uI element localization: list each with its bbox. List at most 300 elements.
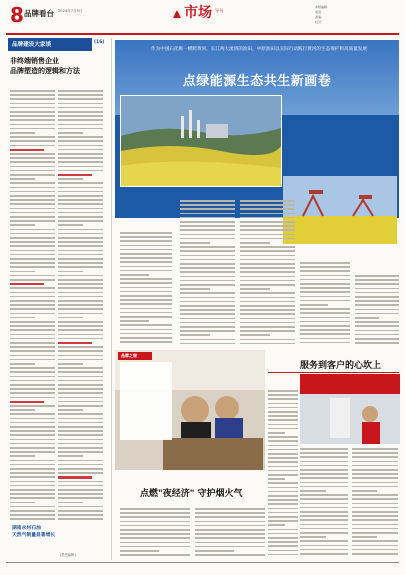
text-line xyxy=(58,132,83,134)
right-article-title: 服务到客户的心坎上 xyxy=(300,361,382,371)
text-line xyxy=(120,312,172,314)
text-line xyxy=(352,511,398,513)
text-line xyxy=(180,334,210,336)
text-line xyxy=(10,111,55,113)
text-line xyxy=(240,305,295,307)
text-line xyxy=(268,466,298,468)
text-line xyxy=(10,317,35,319)
text-line xyxy=(10,250,55,252)
text-line xyxy=(58,128,103,130)
text-line xyxy=(10,212,55,214)
text-line xyxy=(10,346,55,348)
text-line xyxy=(195,521,265,523)
text-line xyxy=(180,288,210,290)
text-line xyxy=(300,494,348,496)
text-line xyxy=(268,398,298,400)
text-line xyxy=(355,300,399,302)
text-line xyxy=(240,334,270,336)
text-line xyxy=(58,497,103,499)
text-line xyxy=(120,508,190,510)
text-line xyxy=(58,149,103,151)
section-logo-title: 市场 xyxy=(184,5,212,21)
text-line xyxy=(180,280,235,282)
text-line xyxy=(300,287,350,289)
sidebar-title-line: 非终端销售企业 xyxy=(10,57,59,65)
text-line xyxy=(195,529,265,531)
text-line xyxy=(268,533,298,535)
text-line xyxy=(300,456,348,458)
text-line xyxy=(355,296,399,298)
text-line xyxy=(10,174,55,176)
text-line xyxy=(240,343,295,345)
text-line xyxy=(268,482,298,484)
text-line xyxy=(240,221,295,223)
text-subhead-line xyxy=(10,149,44,151)
text-line xyxy=(10,355,55,357)
text-line xyxy=(10,321,55,323)
text-line xyxy=(120,308,172,310)
text-line xyxy=(300,312,350,314)
text-line xyxy=(268,499,298,501)
text-line xyxy=(58,397,103,399)
text-line xyxy=(58,514,103,516)
text-line xyxy=(268,495,298,497)
text-line xyxy=(120,525,190,527)
text-line xyxy=(352,490,377,492)
text-line xyxy=(10,161,55,163)
text-line xyxy=(10,392,55,394)
text-line xyxy=(120,516,190,518)
column-divider xyxy=(111,38,112,560)
footer-rule xyxy=(6,562,399,563)
text-line xyxy=(240,255,295,257)
text-line xyxy=(10,140,55,142)
right-article-rule xyxy=(268,372,399,373)
text-line xyxy=(58,304,103,306)
text-line xyxy=(58,455,83,457)
text-line xyxy=(58,388,103,390)
text-line xyxy=(10,262,55,264)
text-line xyxy=(10,216,55,218)
text-line xyxy=(268,491,298,493)
text-line xyxy=(10,342,55,344)
text-line xyxy=(300,321,350,323)
text-line xyxy=(58,518,103,520)
text-line xyxy=(300,540,348,542)
text-line xyxy=(355,309,399,311)
text-line xyxy=(58,392,103,394)
text-line xyxy=(120,320,149,322)
text-line xyxy=(300,503,348,505)
text-line xyxy=(10,443,55,445)
text-line xyxy=(120,249,172,251)
text-line xyxy=(10,237,55,239)
text-line xyxy=(180,204,235,206)
text-line xyxy=(10,313,55,315)
text-line xyxy=(240,213,295,215)
text-line xyxy=(352,477,398,479)
text-line xyxy=(268,508,298,510)
text-line xyxy=(268,520,298,522)
text-line xyxy=(10,485,55,487)
text-line xyxy=(352,532,398,534)
text-line xyxy=(268,449,298,451)
text-line xyxy=(240,309,295,311)
text-line xyxy=(10,98,55,100)
text-line xyxy=(120,274,149,276)
text-line xyxy=(180,322,235,324)
text-line xyxy=(240,284,295,286)
text-line xyxy=(240,267,295,269)
column-header: 品牌建设大家谈 xyxy=(12,42,52,48)
text-line xyxy=(300,511,348,513)
text-line xyxy=(10,430,55,432)
text-line xyxy=(58,443,103,445)
text-line xyxy=(180,225,235,227)
text-line xyxy=(300,507,348,509)
text-line xyxy=(10,279,55,281)
text-line xyxy=(180,271,235,273)
text-line xyxy=(10,266,55,268)
editor-line: 校对： xyxy=(315,20,325,24)
column-tag-label: 品牌之窗 xyxy=(121,353,137,358)
text-line xyxy=(300,448,348,450)
text-line xyxy=(195,508,265,510)
text-line xyxy=(268,541,298,543)
text-line xyxy=(352,519,398,521)
text-line xyxy=(352,465,398,467)
text-line xyxy=(120,270,172,272)
text-line xyxy=(120,303,172,305)
text-line xyxy=(268,554,298,556)
text-line xyxy=(10,287,55,289)
text-line xyxy=(268,529,298,531)
text-line xyxy=(120,537,190,539)
text-line xyxy=(195,550,234,552)
text-line xyxy=(10,258,55,260)
text-line xyxy=(10,94,55,96)
text-line xyxy=(240,318,295,320)
text-line xyxy=(10,380,55,382)
text-line xyxy=(240,246,295,248)
text-subhead-line xyxy=(58,174,92,176)
text-line xyxy=(58,296,103,298)
text-line xyxy=(352,486,398,488)
text-line xyxy=(10,241,55,243)
text-line xyxy=(58,367,103,369)
text-line xyxy=(10,90,55,92)
text-line xyxy=(58,451,103,453)
text-line xyxy=(352,494,398,496)
text-line xyxy=(58,338,103,340)
text-line xyxy=(268,545,298,547)
text-line xyxy=(58,346,103,348)
text-line xyxy=(58,262,103,264)
text-line xyxy=(300,477,348,479)
text-line xyxy=(180,208,235,210)
text-line xyxy=(58,472,103,474)
text-line xyxy=(240,204,295,206)
text-line xyxy=(268,432,285,434)
text-line xyxy=(10,363,35,365)
text-line xyxy=(58,191,103,193)
text-line xyxy=(240,292,295,294)
text-line xyxy=(120,316,172,318)
text-line xyxy=(355,283,399,285)
text-line xyxy=(240,280,295,282)
text-line xyxy=(58,313,103,315)
text-line xyxy=(240,242,270,244)
text-line xyxy=(120,324,172,326)
text-line xyxy=(10,497,55,499)
text-line xyxy=(180,200,235,202)
text-line xyxy=(10,510,55,512)
text-line xyxy=(268,390,298,392)
text-line xyxy=(58,195,103,197)
text-line xyxy=(10,304,55,306)
text-line xyxy=(58,258,103,260)
text-line xyxy=(10,334,55,336)
text-line xyxy=(58,182,103,184)
text-line xyxy=(120,329,172,331)
text-line xyxy=(240,234,295,236)
text-line xyxy=(10,405,55,407)
text-line xyxy=(240,276,295,278)
text-line xyxy=(355,325,399,327)
text-line xyxy=(180,267,235,269)
text-line xyxy=(58,140,103,142)
text-line xyxy=(10,208,55,210)
text-line xyxy=(352,498,398,500)
text-line xyxy=(240,271,295,273)
text-line xyxy=(58,111,103,113)
text-line xyxy=(58,212,103,214)
text-line xyxy=(355,334,399,336)
text-line xyxy=(268,461,298,463)
text-line xyxy=(10,384,55,386)
sidebar-title xyxy=(10,56,80,76)
text-line xyxy=(58,241,103,243)
text-line xyxy=(10,329,55,331)
text-line xyxy=(180,263,235,265)
text-line xyxy=(10,481,55,483)
text-line xyxy=(300,296,350,298)
text-line xyxy=(58,279,103,281)
text-line xyxy=(58,98,103,100)
text-line xyxy=(10,426,55,428)
text-line xyxy=(268,424,298,426)
text-line xyxy=(10,203,55,205)
text-line xyxy=(58,502,83,504)
text-line xyxy=(10,413,55,415)
text-line xyxy=(300,291,350,293)
text-line xyxy=(268,457,298,459)
text-line xyxy=(300,536,326,538)
page-number: 8 xyxy=(10,3,24,27)
text-line xyxy=(58,275,103,277)
text-line xyxy=(120,245,172,247)
text-line xyxy=(300,300,350,302)
text-line xyxy=(268,474,298,476)
text-line xyxy=(300,329,350,331)
text-line xyxy=(240,259,295,261)
text-line xyxy=(268,512,298,514)
text-line xyxy=(300,465,348,467)
text-line xyxy=(120,291,172,293)
text-line xyxy=(10,514,55,516)
text-line xyxy=(180,213,235,215)
text-line xyxy=(268,524,285,526)
text-subhead-line xyxy=(10,401,44,403)
text-line xyxy=(58,203,103,205)
text-line xyxy=(10,409,35,411)
text-line xyxy=(355,342,399,344)
text-line xyxy=(240,339,295,341)
text-line xyxy=(58,329,103,331)
text-line xyxy=(120,287,172,289)
text-line xyxy=(300,461,348,463)
text-line xyxy=(352,549,398,551)
text-line xyxy=(268,470,298,472)
text-line xyxy=(300,549,348,551)
text-line xyxy=(268,537,298,539)
text-line xyxy=(58,460,103,462)
text-line xyxy=(240,225,295,227)
text-line xyxy=(58,308,103,310)
text-line xyxy=(300,342,350,344)
text-line xyxy=(180,297,235,299)
text-line xyxy=(180,246,235,248)
text-line xyxy=(58,363,83,365)
text-line xyxy=(268,487,298,489)
issue-date: 2024年7月5日 xyxy=(58,9,83,13)
text-line xyxy=(58,103,103,105)
text-line xyxy=(268,415,298,417)
text-line xyxy=(268,550,298,552)
text-line xyxy=(10,468,55,470)
text-line xyxy=(58,136,103,138)
text-line xyxy=(10,439,55,441)
text-line xyxy=(58,220,103,222)
text-line xyxy=(352,461,398,463)
text-line xyxy=(58,300,103,302)
text-line xyxy=(120,282,172,284)
text-line xyxy=(352,448,398,450)
text-line xyxy=(240,301,295,303)
text-line xyxy=(58,384,103,386)
text-line xyxy=(58,405,103,407)
hero-intro-text: 作为中国石化唯一横跨黄河、长江两大流域的油田，中原油田以实际行动践行黄河的生态保护和高质量发展 xyxy=(151,47,367,52)
text-line xyxy=(195,516,265,518)
text-line xyxy=(10,245,55,247)
editor-box xyxy=(315,5,397,30)
text-line xyxy=(120,266,172,268)
text-line xyxy=(58,489,103,491)
text-line xyxy=(300,304,328,306)
text-line xyxy=(10,195,55,197)
info-box xyxy=(120,362,172,440)
text-line xyxy=(10,275,55,277)
text-line xyxy=(58,485,103,487)
lower-left-title-line: 湖南永州石油 xyxy=(12,526,41,531)
text-line xyxy=(58,439,103,441)
text-line xyxy=(10,371,55,373)
text-line xyxy=(355,304,399,306)
text-line xyxy=(58,413,103,415)
text-line xyxy=(10,434,55,436)
text-line xyxy=(268,453,298,455)
text-line xyxy=(120,546,190,548)
text-line xyxy=(10,166,55,168)
text-line xyxy=(268,503,298,505)
text-line xyxy=(180,284,235,286)
text-line xyxy=(268,478,285,480)
text-line xyxy=(300,308,350,310)
text-line xyxy=(10,153,55,155)
text-line xyxy=(10,124,55,126)
text-line xyxy=(180,238,235,240)
text-line xyxy=(180,242,210,244)
text-line xyxy=(10,107,55,109)
text-line xyxy=(300,317,350,319)
text-line xyxy=(120,542,190,544)
text-line xyxy=(58,161,103,163)
bottom-article-title: 点燃"夜经济" 守护烟火气 xyxy=(140,489,243,499)
text-line xyxy=(300,486,348,488)
text-line xyxy=(10,464,55,466)
text-line xyxy=(58,447,103,449)
text-line xyxy=(240,217,295,219)
text-line xyxy=(120,295,172,297)
text-line xyxy=(10,128,55,130)
text-line xyxy=(120,333,172,335)
text-line xyxy=(10,182,55,184)
text-line xyxy=(180,330,235,332)
text-line xyxy=(10,472,55,474)
text-line xyxy=(58,430,103,432)
text-line xyxy=(180,343,235,345)
text-line xyxy=(120,240,172,242)
text-line xyxy=(240,200,295,202)
text-line xyxy=(10,233,55,235)
text-line xyxy=(240,313,295,315)
text-line xyxy=(195,537,265,539)
text-line xyxy=(240,330,295,332)
text-line xyxy=(10,493,55,495)
text-line xyxy=(58,250,103,252)
text-line xyxy=(58,506,103,508)
text-line xyxy=(195,554,265,556)
text-line xyxy=(180,318,235,320)
text-line xyxy=(300,338,350,340)
text-line xyxy=(300,333,350,335)
text-line xyxy=(10,115,55,117)
text-line xyxy=(352,553,398,555)
text-line xyxy=(300,270,350,272)
text-line xyxy=(180,301,235,303)
text-line xyxy=(180,326,235,328)
text-line xyxy=(58,287,103,289)
text-line xyxy=(10,145,55,147)
text-line xyxy=(58,157,103,159)
text-line xyxy=(300,262,350,264)
text-line xyxy=(10,325,55,327)
lower-left-title-line: 天然气销量显著增长 xyxy=(12,532,56,538)
text-line xyxy=(58,401,103,403)
text-line xyxy=(58,422,103,424)
text-line xyxy=(300,469,348,471)
text-line xyxy=(180,229,235,231)
